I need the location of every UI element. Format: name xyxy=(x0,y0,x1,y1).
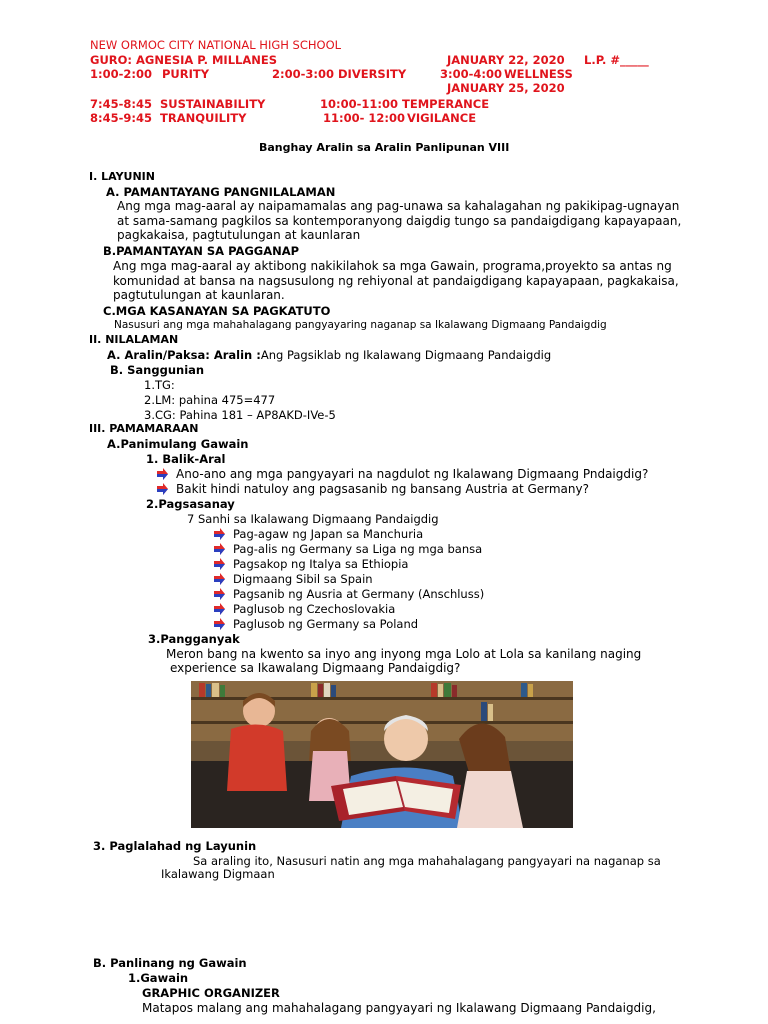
schedule-3-time: 3:00-4:00 xyxy=(440,67,502,81)
reference-2: 2.LM: pahina 475=477 xyxy=(144,393,276,407)
schedule-1-time: 1:00-2:00 xyxy=(90,67,152,81)
schedule-6-time: 8:45-9:45 xyxy=(90,111,152,125)
schedule-5-name: TEMPERANCE xyxy=(402,97,490,111)
schedule-6-name: TRANQUILITY xyxy=(160,111,247,125)
sanhi-item: Digmaang Sibil sa Spain xyxy=(233,572,373,586)
schedule-5-time: 10:00-11:00 xyxy=(320,97,398,111)
arrow-bullet-icon xyxy=(156,468,168,480)
balik-aral-item: Bakit hindi natuloy ang pagsasanib ng bansang Austria at Germany? xyxy=(176,482,589,496)
sanhi-item: Pagsanib ng Ausria at Germany (Anschluss) xyxy=(233,587,484,601)
date-2: JANUARY 25, 2020 xyxy=(447,81,565,95)
pangganyak-line-2: experience sa Ikawalang Digmaang Pandaigdig? xyxy=(170,661,461,675)
pangganyak-line-1: Meron bang na kwento sa inyo ang inyong mga Lolo at Lola sa kanilang naging xyxy=(166,647,642,661)
section-1c-heading: C.MGA KASANAYAN SA PAGKATUTO xyxy=(103,304,331,318)
arrow-bullet-icon xyxy=(213,558,225,570)
section-2a-label: A. Aralin/Paksa: Aralin : xyxy=(107,348,261,362)
sanhi-item: Pag-agaw ng Japan sa Manchuria xyxy=(233,527,423,541)
schedule-4-name: SUSTAINABILITY xyxy=(160,97,266,111)
layunin-line-2: Ikalawang Digmaan xyxy=(161,867,275,881)
layunin-line-1: Sa araling ito, Nasusuri natin ang mga mahahalagang pangyayari na naganap sa xyxy=(193,854,661,868)
layunin-heading: 3. Paglalahad ng Layunin xyxy=(93,839,257,853)
sanhi-item: Paglusob ng Czechoslovakia xyxy=(233,602,395,616)
section-3-heading: III. PAMAMARAAN xyxy=(89,422,199,435)
schedule-1-name: PURITY xyxy=(162,67,210,81)
section-1-heading: I. LAYUNIN xyxy=(89,170,155,183)
photo-illustration xyxy=(191,681,573,828)
sanhi-item: Pagsakop ng Italya sa Ethiopia xyxy=(233,557,408,571)
pagsasanay-heading: 2.Pagsasanay xyxy=(146,497,235,511)
schedule-4-time: 7:45-8:45 xyxy=(90,97,152,111)
schedule-2-name: DIVERSITY xyxy=(338,67,407,81)
schedule-3-name: WELLNESS xyxy=(504,67,573,81)
balik-aral-item: Ano-ano ang mga pangyayari na nagdulot ng Ikalawang Digmaang Pndaigdig? xyxy=(176,467,648,481)
section-1b-body: Ang mga mag-aaral ay aktibong nakikilahok sa mga Gawain, programa,proyekto sa antas ng komunidad at bansa na nagsusulong ng rehiyonal at pandaigdigang kapayapaan, pagkakaisa, pagtutulungan at kaunlaran. xyxy=(113,259,679,303)
final-paragraph: Matapos malang ang mahahalagang pangyayari ng Ikalawang Digmaang Pandaigdig, xyxy=(142,1001,656,1015)
section-2a-topic: Ang Pagsiklab ng Ikalawang Digmaang Pandaigdig xyxy=(260,348,552,362)
graphic-organizer-heading: GRAPHIC ORGANIZER xyxy=(142,986,280,1000)
arrow-bullet-icon xyxy=(213,618,225,630)
sanhi-item: Paglusob ng Germany sa Poland xyxy=(233,617,418,631)
balik-aral-heading: 1. Balik-Aral xyxy=(146,452,226,466)
section-1a-body: Ang mga mag-aaral ay naipamamalas ang pag-unawa sa kahalagahan ng pakikipag-ugnayan at sama-samang pagkilos sa kontemporanyong daigdig tungo sa pandaigdigang kapayapaan, pagkakaisa, pagtutulungan at kaunlaran xyxy=(117,199,682,243)
pagsasanay-subtitle: 7 Sanhi sa Ikalawang Digmaang Pandaigdig xyxy=(187,512,439,526)
arrow-bullet-icon xyxy=(213,573,225,585)
arrow-bullet-icon xyxy=(213,588,225,600)
sanhi-item: Pag-alis ng Germany sa Liga ng mga bansa xyxy=(233,542,482,556)
lesson-plan-number: L.P. #_____ xyxy=(584,53,649,67)
reference-1: 1.TG: xyxy=(144,378,175,392)
arrow-bullet-icon xyxy=(213,603,225,615)
pangganyak-heading: 3.Pangganyak xyxy=(148,632,240,646)
section-3b-heading: B. Panlinang ng Gawain xyxy=(93,956,247,970)
section-1a-heading: A. PAMANTAYANG PANGNILALAMAN xyxy=(106,185,336,199)
date-1: JANUARY 22, 2020 xyxy=(447,53,565,67)
schedule-7-name: VIGILANCE xyxy=(407,111,477,125)
gawain-heading: 1.Gawain xyxy=(128,971,189,985)
section-2a-line xyxy=(107,348,551,362)
arrow-bullet-icon xyxy=(156,483,168,495)
section-3a-heading: A.Panimulang Gawain xyxy=(107,437,249,451)
arrow-bullet-icon xyxy=(213,543,225,555)
section-1c-body: Nasusuri ang mga mahahalagang pangyayaring naganap sa Ikalawang Digmaang Pandaigdig xyxy=(114,319,607,331)
reference-3: 3.CG: Pahina 181 – AP8AKD-IVe-5 xyxy=(144,408,336,422)
school-name: NEW ORMOC CITY NATIONAL HIGH SCHOOL xyxy=(90,38,342,52)
arrow-bullet-icon xyxy=(213,528,225,540)
section-1b-heading: B.PAMANTAYAN SA PAGGANAP xyxy=(103,244,300,258)
grandfather-reading-photo xyxy=(191,681,573,828)
section-2b-heading: B. Sanggunian xyxy=(110,363,205,377)
document-title: Banghay Aralin sa Aralin Panlipunan VIII xyxy=(259,141,510,154)
schedule-7-time: 11:00- 12:00 xyxy=(323,111,405,125)
schedule-2-time: 2:00-3:00 xyxy=(272,67,334,81)
section-2-heading: II. NILALAMAN xyxy=(89,333,179,346)
teacher-name: GURO: AGNESIA P. MILLANES xyxy=(90,53,278,67)
